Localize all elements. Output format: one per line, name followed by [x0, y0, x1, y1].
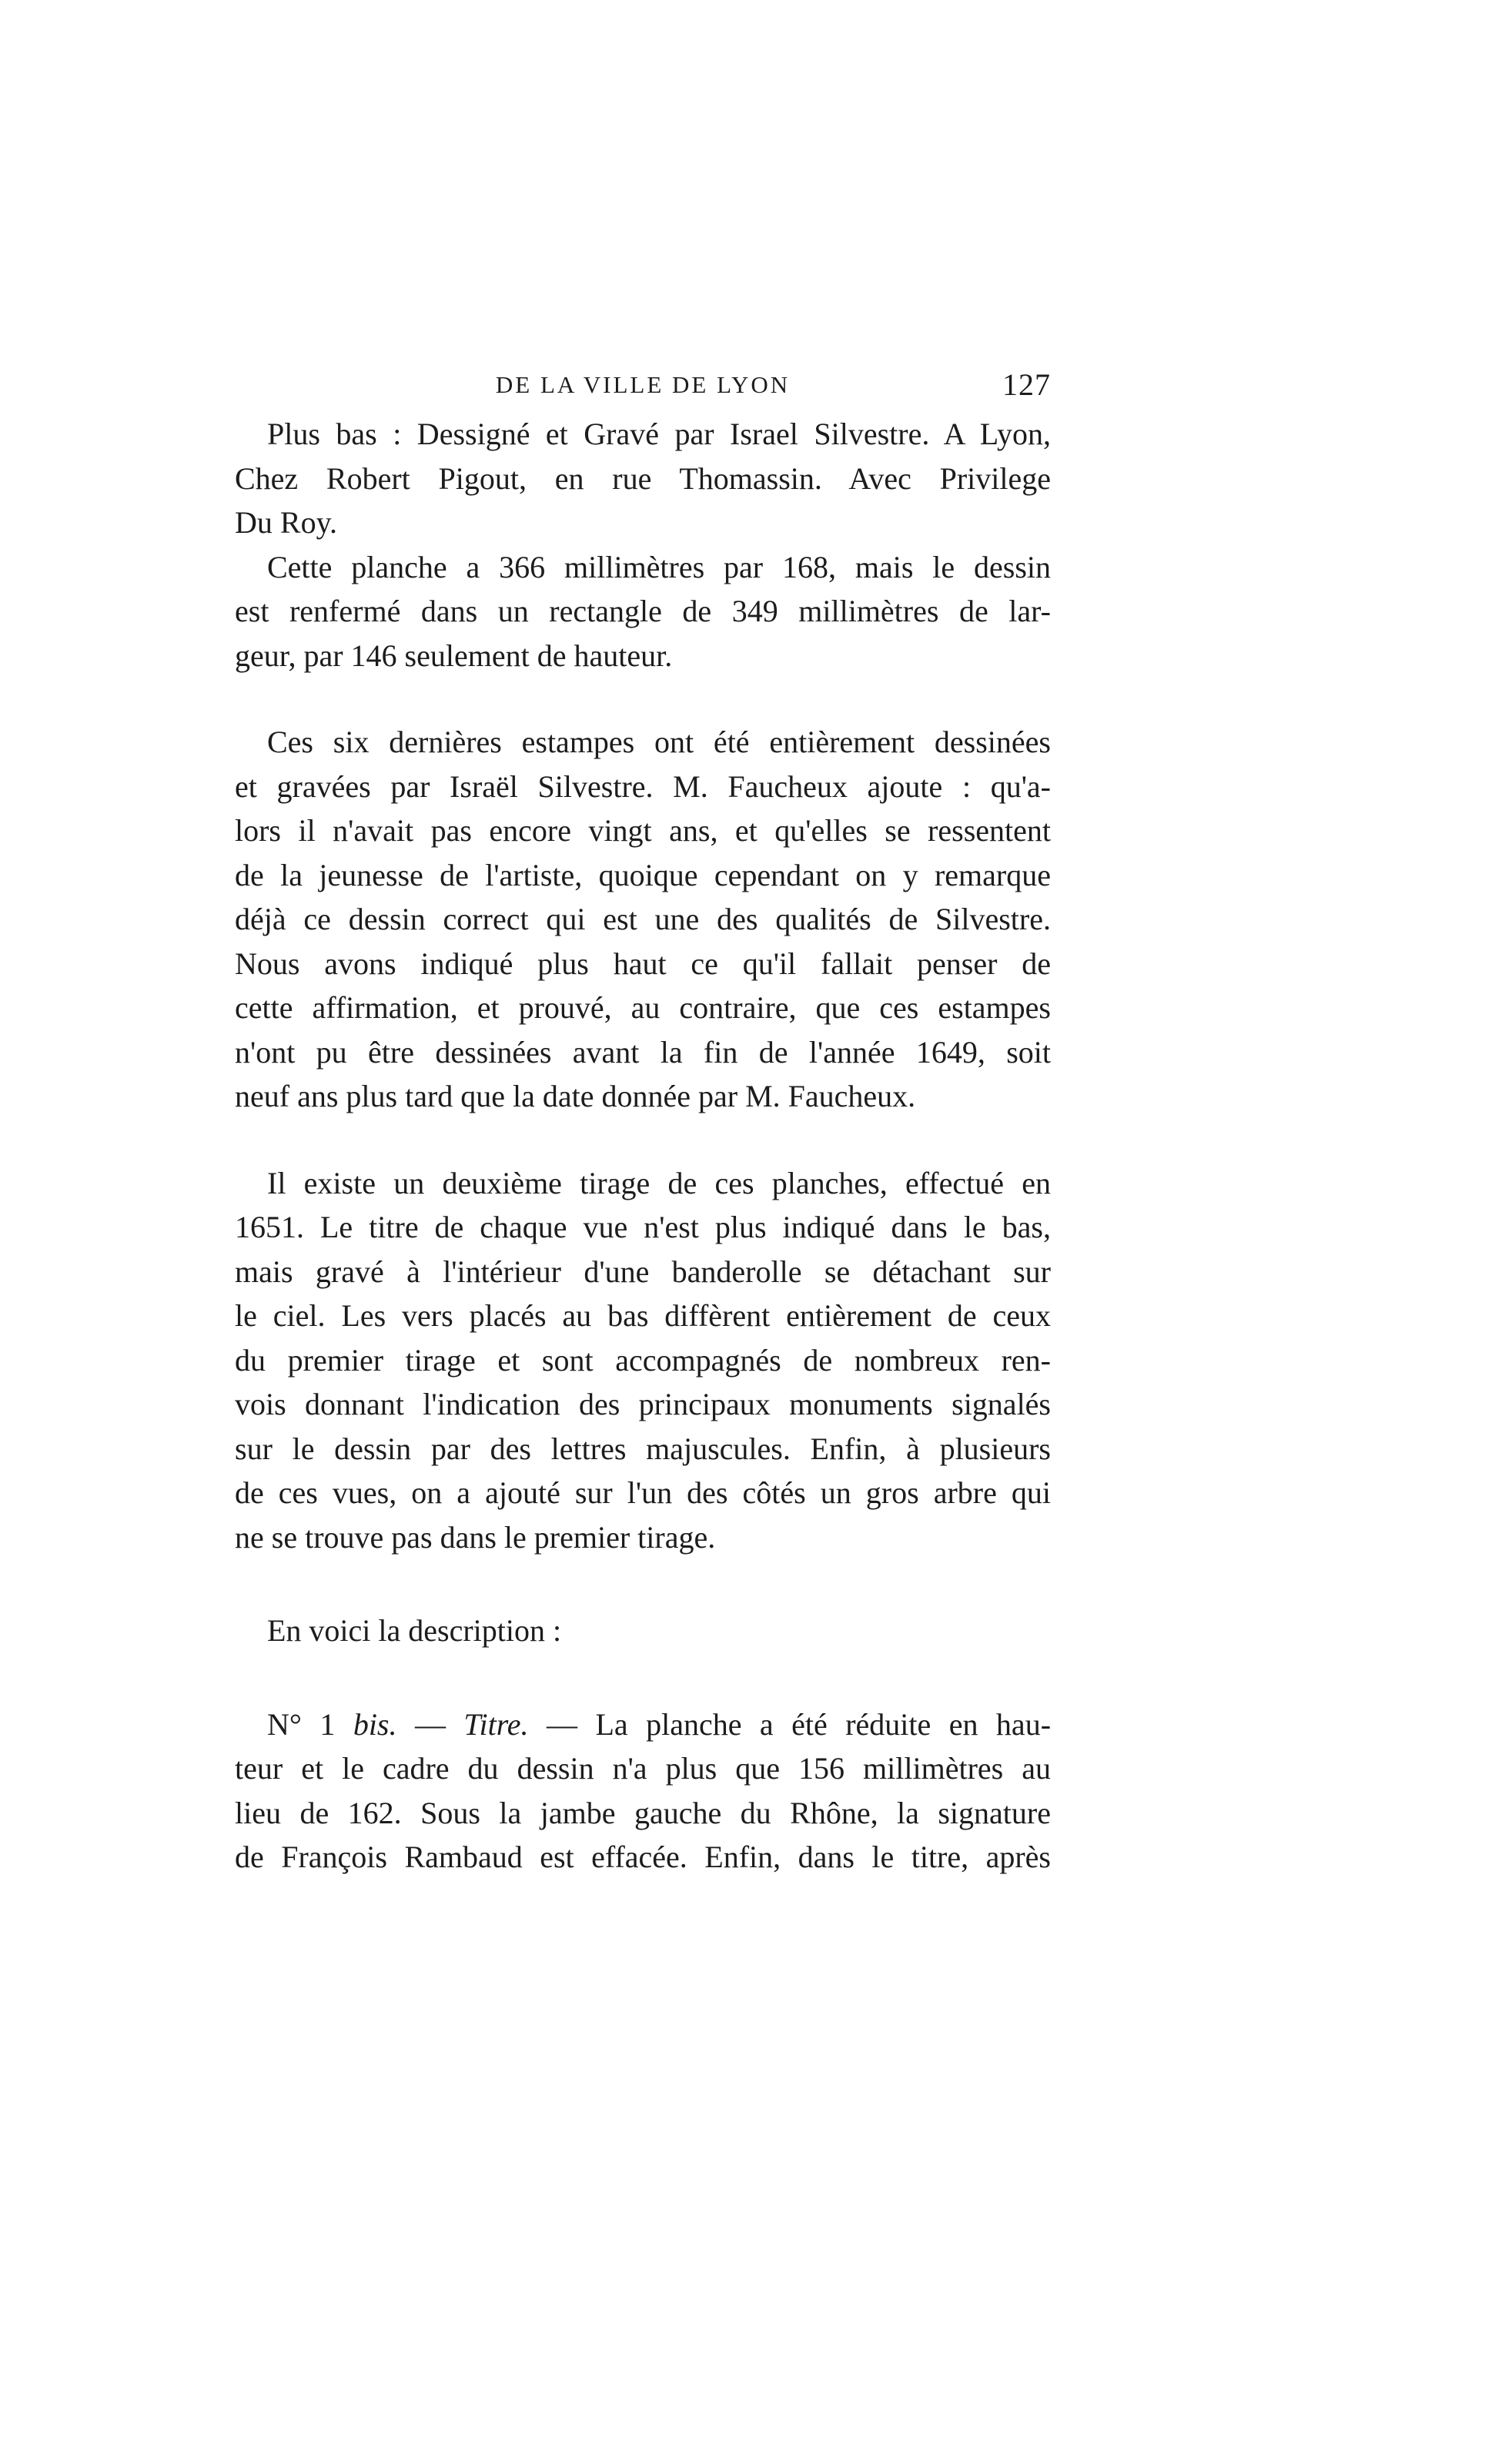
page-number: 127 — [1002, 367, 1051, 402]
running-title: DE LA VILLE DE LYON — [495, 371, 791, 398]
paragraph-gap — [235, 1559, 1051, 1609]
paragraph-gap — [235, 1119, 1051, 1161]
running-head — [235, 362, 1051, 408]
text-line: lors il n'avait pas encore vingt ans, et qu'elles se ressentent — [235, 813, 1051, 848]
paragraph-gap — [235, 678, 1051, 720]
text-line: Chez Robert Pigout, en rue Thomassin. Avec Privilege — [235, 460, 1051, 496]
catalogue-entry — [235, 1702, 1051, 1880]
text-line: mais gravé à l'intérieur d'une banderolle se détachant sur — [235, 1254, 1051, 1289]
entry-dash: — — [396, 1706, 464, 1742]
text-line: est renfermé dans un rectangle de 349 millimètres de lar- — [235, 594, 1051, 628]
text-line: cette affirmation, et prouvé, au contraire, que ces estampes — [235, 990, 1051, 1025]
text-line: ne se trouve pas dans le premier tirage. — [235, 1519, 716, 1555]
text-line: En voici la description : — [267, 1613, 562, 1648]
text-line: teur et le cadre du dessin n'a plus que 156 millimètres au — [235, 1751, 1051, 1786]
text-line: Il existe un deuxième tirage de ces planches, effectué en — [267, 1165, 1051, 1200]
text-line: Du Roy. — [235, 505, 337, 540]
text-line: de la jeunesse de l'artiste, quoique cependant on y remarque — [235, 857, 1051, 892]
text-line: sur le dessin par des lettres majuscules. Enfin, à plusieurs — [235, 1431, 1051, 1466]
text-line: de François Rambaud est effacée. Enfin, dans le titre, après — [235, 1840, 1051, 1874]
paragraph-second-printing — [235, 1161, 1051, 1560]
entry-bis: bis. — [353, 1706, 397, 1742]
entry-first-line-rest: — La planche a été réduite en hau- — [528, 1706, 1052, 1742]
text-line: Ces six dernières estampes ont été entièrement dessinées — [267, 725, 1051, 759]
text-line: Plus bas : Dessigné et Gravé par Israel Silvestre. A Lyon, — [267, 417, 1051, 451]
text-line: neuf ans plus tard que la date donnée par M. Faucheux. — [235, 1079, 916, 1113]
paragraph-dimensions — [235, 545, 1051, 678]
text-line: le ciel. Les vers placés au bas diffèrent entièrement de ceux — [235, 1298, 1051, 1333]
paragraph-description-intro — [235, 1609, 1051, 1653]
paragraph-gap — [235, 1653, 1051, 1702]
paragraph-silvestre — [235, 720, 1051, 1119]
text-line: Nous avons indiqué plus haut ce qu'il fallait penser de — [235, 946, 1051, 981]
body-text — [235, 412, 1051, 1880]
text-line: n'ont pu être dessinées avant la fin de l'année 1649, soit — [235, 1034, 1051, 1070]
text-line: lieu de 162. Sous la jambe gauche du Rhône, la signature — [235, 1795, 1051, 1830]
text-line: du premier tirage et sont accompagnés de nombreux ren- — [235, 1342, 1051, 1378]
text-line: de ces vues, on a ajouté sur l'un des côtés un gros arbre qui — [235, 1475, 1051, 1510]
entry-title: Titre. — [463, 1706, 529, 1742]
text-line: geur, par 146 seulement de hauteur. — [235, 638, 673, 673]
entry-first-line — [235, 1702, 1051, 1747]
text-line: et gravées par Israël Silvestre. M. Faucheux ajoute : qu'a- — [235, 768, 1051, 804]
paragraph-imprint — [235, 412, 1051, 545]
text-line: Cette planche a 366 millimètres par 168, mais le dessin — [267, 549, 1051, 584]
text-line: déjà ce dessin correct qui est une des qualités de Silvestre. — [235, 902, 1051, 936]
text-line: 1651. Le titre de chaque vue n'est plus indiqué dans le bas, — [235, 1210, 1051, 1244]
entry-number: N° 1 — [267, 1706, 336, 1742]
text-line: vois donnant l'indication des principaux monuments signalés — [235, 1387, 1051, 1421]
